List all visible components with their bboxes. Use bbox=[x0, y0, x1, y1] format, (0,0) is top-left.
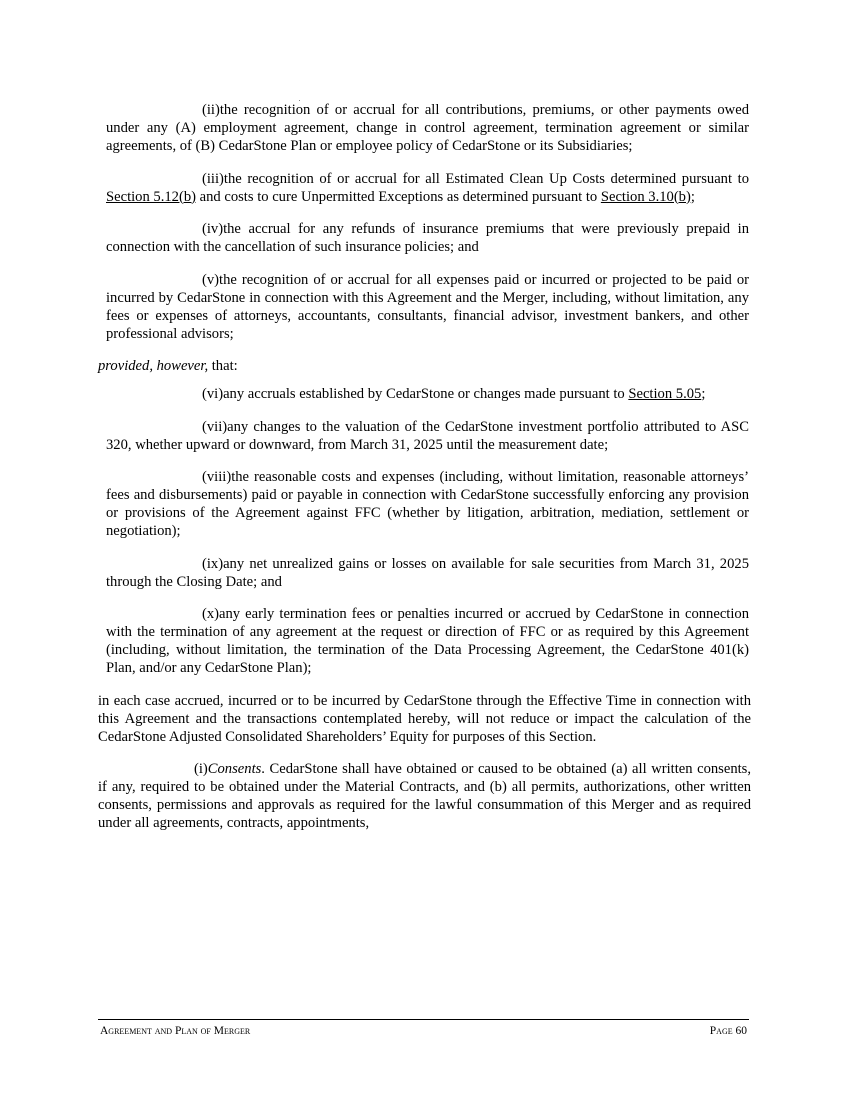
clause-text: ; bbox=[690, 188, 695, 205]
section-reference: Section 3.10(b) bbox=[600, 188, 691, 205]
clause-text: any net unrealized gains or losses on available for sale securities from March 31, 2025 through the Closing Date; and bbox=[106, 555, 749, 590]
clause-ii bbox=[106, 101, 749, 155]
section-text: . CedarStone shall have obtained or caused to be obtained (a) all written consents, if any, required to be obtained under the Material Contracts, and (b) all permits, authorizations, other written consents, permissions and approvals as required for the lawful consummation of this Merger and as required under all agreements, contracts, appointments, bbox=[98, 761, 751, 831]
proviso-line bbox=[98, 357, 751, 375]
section-heading: Consents bbox=[207, 761, 262, 777]
clause-number: (iv) bbox=[202, 221, 224, 237]
section-number: (i) bbox=[194, 761, 208, 777]
clause-number: (ix) bbox=[202, 555, 224, 572]
proviso-text: that: bbox=[208, 358, 238, 374]
section-consents bbox=[98, 760, 751, 832]
clause-viii bbox=[106, 468, 749, 540]
clause-text: the accrual for any refunds of insurance premiums that were previously prepaid in connection with the cancellation of such insurance policies; and bbox=[106, 221, 749, 255]
clause-number: (viii) bbox=[202, 469, 232, 485]
clause-text: ; bbox=[701, 386, 706, 402]
section-reference: Section 5.05 bbox=[628, 386, 702, 402]
clause-text: the recognition of or accrual for all expenses paid or incurred or projected to be paid or incurred by CedarStone in connection with this Agreement and the Merger, including, without limitation, any fees or expenses of attorneys, accountants, consultants, financial advisor, investment bankers, and other professional advisors; bbox=[106, 271, 749, 342]
clause-ix bbox=[106, 555, 749, 591]
clause-text: any accruals established by CedarStone or changes made pursuant to bbox=[223, 386, 629, 402]
clause-vi bbox=[106, 385, 749, 403]
closing-text: in each case accrued, incurred or to be incurred by CedarStone through the Effective Time in connection with this Agreement and the transactions contemplated hereby, will not reduce or impact the calculation of the CedarStone Adjusted Consolidated Shareholders’ Equity for purposes of this Section. bbox=[98, 692, 751, 745]
clause-number: (ii) bbox=[202, 102, 220, 118]
proviso-italic: provided, however, bbox=[98, 358, 209, 374]
clause-number: (vii) bbox=[202, 418, 228, 435]
clause-text: any changes to the valuation of the CedarStone investment portfolio attributed to ASC 320, whether upward or downward, from March 31, 2025 until the measurement date; bbox=[106, 418, 749, 453]
closing-paragraph bbox=[98, 692, 751, 746]
clause-text: any early termination fees or penalties incurred or accrued by CedarStone in connection with the termination of any agreement at the request or direction of FFC or as required by this Agreement (including, without limitation, the termination of the Data Processing Agreement, the CedarStone 401(k) Plan, and/or any CedarStone Plan); bbox=[106, 606, 749, 676]
clause-number: (x) bbox=[202, 606, 220, 622]
clause-x bbox=[106, 605, 749, 677]
clause-v bbox=[106, 271, 749, 343]
page-footer bbox=[98, 1019, 749, 1037]
clause-text: the recognition of or accrual for all Estimated Clean Up Costs determined pursuant to bbox=[223, 170, 749, 187]
section-reference: Section 5.12(b) bbox=[106, 188, 196, 205]
clause-text: and costs to cure Unpermitted Exceptions as determined pursuant to bbox=[195, 188, 601, 205]
clause-iii bbox=[106, 170, 749, 206]
footer-title: Agreement and Plan of Merger bbox=[100, 1025, 251, 1037]
clause-number: (vi) bbox=[202, 386, 224, 402]
clause-vii bbox=[106, 418, 749, 454]
clause-iv bbox=[106, 220, 749, 256]
document-body bbox=[98, 101, 751, 847]
page-number: Page 60 bbox=[709, 1025, 747, 1037]
clause-number: (v) bbox=[202, 271, 220, 288]
clause-text: the recognition of or accrual for all contributions, premiums, or other payments owed under any (A) employment agreement, change in control agreement, termination agreement or similar agreements, of (B) CedarStone Plan or employee policy of CedarStone or its Subsidiaries; bbox=[106, 102, 749, 154]
clause-number: (iii) bbox=[202, 170, 224, 187]
clause-text: the reasonable costs and expenses (including, without limitation, reasonable attorneys’ fees and disbursements) paid or payable in connection with CedarStone successfully enforcing any provision or provisions of the Agreement against FFC (whether by litigation, arbitration, mediation, settlement or negotiation); bbox=[106, 469, 749, 539]
